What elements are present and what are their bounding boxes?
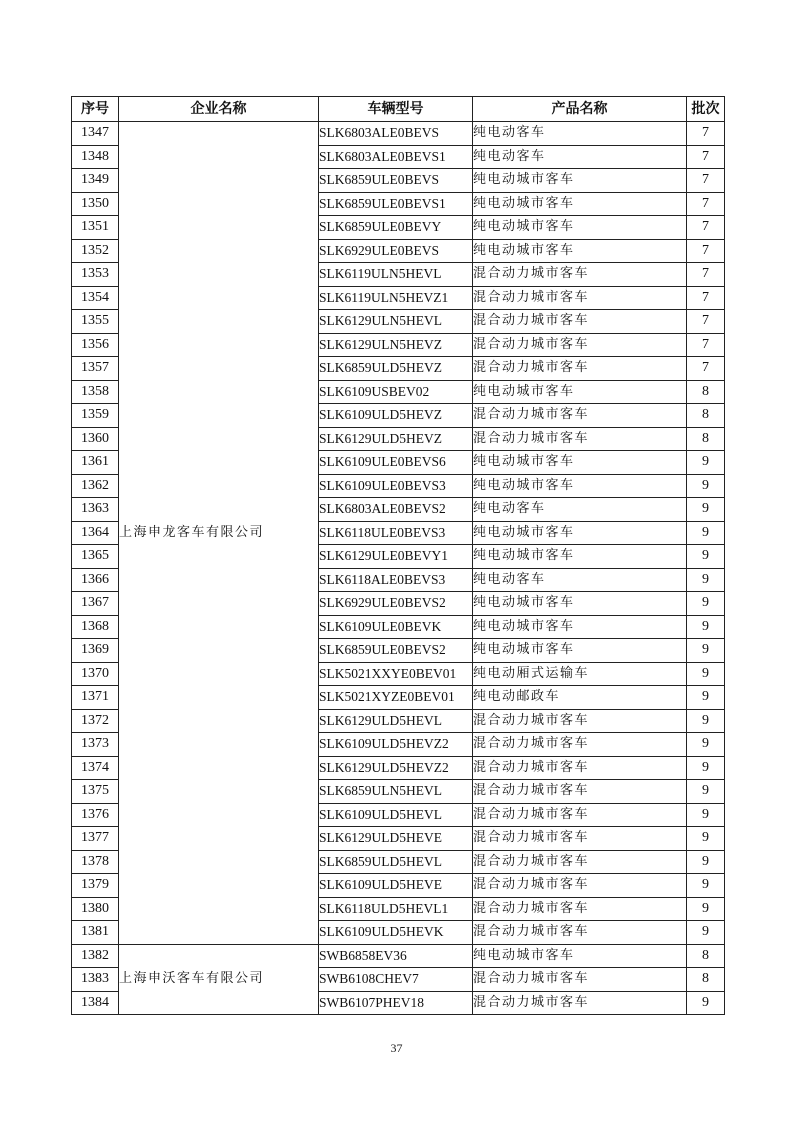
product-name-cell: 混合动力城市客车 [473,780,687,804]
serial-no-cell: 1357 [72,357,119,381]
product-name-cell: 混合动力城市客车 [473,709,687,733]
product-name-cell: 混合动力城市客车 [473,404,687,428]
product-name-cell: 混合动力城市客车 [473,357,687,381]
batch-cell: 9 [687,827,725,851]
vehicle-model-cell: SLK6109ULD5HEVL [319,803,473,827]
serial-no-cell: 1358 [72,380,119,404]
batch-cell: 9 [687,897,725,921]
batch-cell: 7 [687,239,725,263]
header-enterprise-name: 企业名称 [119,97,319,122]
batch-cell: 7 [687,286,725,310]
serial-no-cell: 1372 [72,709,119,733]
vehicle-model-cell: SLK6129ULD5HEVE [319,827,473,851]
serial-no-cell: 1356 [72,333,119,357]
serial-no-cell: 1349 [72,169,119,193]
product-name-cell: 纯电动客车 [473,498,687,522]
serial-no-cell: 1369 [72,639,119,663]
serial-no-cell: 1368 [72,615,119,639]
page-number: 37 [390,1041,403,1055]
product-name-cell: 纯电动城市客车 [473,216,687,240]
batch-cell: 7 [687,310,725,334]
product-name-cell: 混合动力城市客车 [473,286,687,310]
batch-cell: 9 [687,474,725,498]
vehicle-model-cell: SLK6109ULD5HEVE [319,874,473,898]
batch-cell: 7 [687,169,725,193]
serial-no-cell: 1355 [72,310,119,334]
vehicle-model-cell: SLK6109USBEV02 [319,380,473,404]
product-name-cell: 纯电动城市客车 [473,474,687,498]
vehicle-model-cell: SLK6109ULD5HEVK [319,921,473,945]
serial-no-cell: 1350 [72,192,119,216]
serial-no-cell: 1365 [72,545,119,569]
enterprise-name-cell: 上海申沃客车有限公司 [119,944,319,1015]
vehicle-model-cell: SWB6107PHEV18 [319,991,473,1015]
serial-no-cell: 1354 [72,286,119,310]
product-name-cell: 纯电动城市客车 [473,380,687,404]
serial-no-cell: 1370 [72,662,119,686]
product-name-cell: 纯电动客车 [473,568,687,592]
serial-no-cell: 1364 [72,521,119,545]
batch-cell: 9 [687,921,725,945]
batch-cell: 7 [687,216,725,240]
batch-cell: 9 [687,498,725,522]
vehicle-model-cell: SLK6929ULE0BEVS2 [319,592,473,616]
serial-no-cell: 1382 [72,944,119,968]
product-name-cell: 混合动力城市客车 [473,756,687,780]
batch-cell: 9 [687,874,725,898]
vehicle-model-cell: SWB6858EV36 [319,944,473,968]
vehicle-model-cell: SLK6859ULD5HEVL [319,850,473,874]
product-name-cell: 纯电动城市客车 [473,521,687,545]
product-name-cell: 混合动力城市客车 [473,733,687,757]
vehicle-model-cell: SLK6129ULE0BEVY1 [319,545,473,569]
product-name-cell: 纯电动城市客车 [473,944,687,968]
product-name-cell: 纯电动城市客车 [473,239,687,263]
batch-cell: 9 [687,709,725,733]
product-name-cell: 纯电动厢式运输车 [473,662,687,686]
vehicle-model-cell: SLK6118ULD5HEVL1 [319,897,473,921]
serial-no-cell: 1383 [72,968,119,992]
vehicle-model-cell: SLK6129ULN5HEVZ [319,333,473,357]
product-name-cell: 混合动力城市客车 [473,827,687,851]
serial-no-cell: 1381 [72,921,119,945]
batch-cell: 7 [687,145,725,169]
product-name-cell: 纯电动客车 [473,122,687,146]
batch-cell: 9 [687,756,725,780]
product-name-cell: 混合动力城市客车 [473,850,687,874]
vehicle-model-cell: SLK6109ULE0BEVS3 [319,474,473,498]
serial-no-cell: 1377 [72,827,119,851]
table-header-row [72,97,725,122]
vehicle-model-cell: SLK6859ULD5HEVZ [319,357,473,381]
batch-cell: 8 [687,404,725,428]
batch-cell: 8 [687,944,725,968]
vehicle-model-cell: SLK6859ULE0BEVS2 [319,639,473,663]
product-name-cell: 混合动力城市客车 [473,874,687,898]
product-name-cell: 混合动力城市客车 [473,968,687,992]
serial-no-cell: 1384 [72,991,119,1015]
batch-cell: 9 [687,686,725,710]
serial-no-cell: 1375 [72,780,119,804]
product-name-cell: 纯电动邮政车 [473,686,687,710]
batch-cell: 9 [687,662,725,686]
batch-cell: 9 [687,639,725,663]
batch-cell: 8 [687,968,725,992]
vehicle-model-cell: SLK6109ULE0BEVK [319,615,473,639]
product-name-cell: 混合动力城市客车 [473,921,687,945]
batch-cell: 7 [687,333,725,357]
serial-no-cell: 1363 [72,498,119,522]
vehicle-catalog-table [71,96,725,1015]
serial-no-cell: 1379 [72,874,119,898]
batch-cell: 8 [687,380,725,404]
serial-no-cell: 1366 [72,568,119,592]
product-name-cell: 纯电动客车 [473,145,687,169]
serial-no-cell: 1367 [72,592,119,616]
vehicle-model-cell: SLK6129ULN5HEVL [319,310,473,334]
header-serial-no: 序号 [72,97,119,122]
batch-cell: 9 [687,521,725,545]
batch-cell: 9 [687,451,725,475]
product-name-cell: 纯电动城市客车 [473,615,687,639]
batch-cell: 7 [687,192,725,216]
vehicle-model-cell: SLK6129ULD5HEVL [319,709,473,733]
vehicle-model-cell: SLK6129ULD5HEVZ2 [319,756,473,780]
vehicle-model-cell: SLK6109ULE0BEVS6 [319,451,473,475]
product-name-cell: 混合动力城市客车 [473,333,687,357]
serial-no-cell: 1348 [72,145,119,169]
header-vehicle-model: 车辆型号 [319,97,473,122]
serial-no-cell: 1380 [72,897,119,921]
product-name-cell: 纯电动城市客车 [473,639,687,663]
table-row [72,944,725,968]
vehicle-model-cell: SLK6859ULN5HEVL [319,780,473,804]
serial-no-cell: 1374 [72,756,119,780]
vehicle-model-cell: SLK6119ULN5HEVZ1 [319,286,473,310]
batch-cell: 7 [687,122,725,146]
vehicle-model-cell: SLK6859ULE0BEVS1 [319,192,473,216]
product-name-cell: 混合动力城市客车 [473,803,687,827]
vehicle-model-cell: SLK6929ULE0BEVS [319,239,473,263]
serial-no-cell: 1351 [72,216,119,240]
vehicle-model-cell: SLK6118ULE0BEVS3 [319,521,473,545]
vehicle-model-cell: SLK6859ULE0BEVY [319,216,473,240]
serial-no-cell: 1362 [72,474,119,498]
serial-no-cell: 1353 [72,263,119,287]
vehicle-model-cell: SLK6129ULD5HEVZ [319,427,473,451]
vehicle-model-cell: SLK6859ULE0BEVS [319,169,473,193]
table-row [72,122,725,146]
serial-no-cell: 1361 [72,451,119,475]
batch-cell: 9 [687,568,725,592]
batch-cell: 9 [687,545,725,569]
vehicle-model-cell: SLK6803ALE0BEVS2 [319,498,473,522]
batch-cell: 9 [687,991,725,1015]
product-name-cell: 混合动力城市客车 [473,897,687,921]
serial-no-cell: 1359 [72,404,119,428]
serial-no-cell: 1373 [72,733,119,757]
vehicle-model-cell: SLK6119ULN5HEVL [319,263,473,287]
vehicle-model-cell: SLK5021XXYE0BEV01 [319,662,473,686]
batch-cell: 9 [687,803,725,827]
product-name-cell: 纯电动城市客车 [473,592,687,616]
product-name-cell: 纯电动城市客车 [473,545,687,569]
vehicle-model-cell: SLK6803ALE0BEVS [319,122,473,146]
batch-cell: 9 [687,615,725,639]
vehicle-model-cell: SLK5021XYZE0BEV01 [319,686,473,710]
serial-no-cell: 1376 [72,803,119,827]
product-name-cell: 混合动力城市客车 [473,310,687,334]
product-name-cell: 纯电动城市客车 [473,169,687,193]
vehicle-model-cell: SLK6109ULD5HEVZ2 [319,733,473,757]
vehicle-model-cell: SLK6803ALE0BEVS1 [319,145,473,169]
serial-no-cell: 1352 [72,239,119,263]
product-name-cell: 混合动力城市客车 [473,263,687,287]
vehicle-model-cell: SLK6118ALE0BEVS3 [319,568,473,592]
serial-no-cell: 1347 [72,122,119,146]
product-name-cell: 纯电动城市客车 [473,451,687,475]
batch-cell: 9 [687,592,725,616]
batch-cell: 9 [687,780,725,804]
header-batch: 批次 [687,97,725,122]
batch-cell: 8 [687,427,725,451]
serial-no-cell: 1360 [72,427,119,451]
vehicle-model-cell: SWB6108CHEV7 [319,968,473,992]
enterprise-name-cell: 上海申龙客车有限公司 [119,122,319,945]
product-name-cell: 混合动力城市客车 [473,427,687,451]
serial-no-cell: 1371 [72,686,119,710]
product-name-cell: 纯电动城市客车 [473,192,687,216]
batch-cell: 9 [687,733,725,757]
batch-cell: 9 [687,850,725,874]
header-product-name: 产品名称 [473,97,687,122]
batch-cell: 7 [687,357,725,381]
vehicle-model-cell: SLK6109ULD5HEVZ [319,404,473,428]
batch-cell: 7 [687,263,725,287]
product-name-cell: 混合动力城市客车 [473,991,687,1015]
serial-no-cell: 1378 [72,850,119,874]
